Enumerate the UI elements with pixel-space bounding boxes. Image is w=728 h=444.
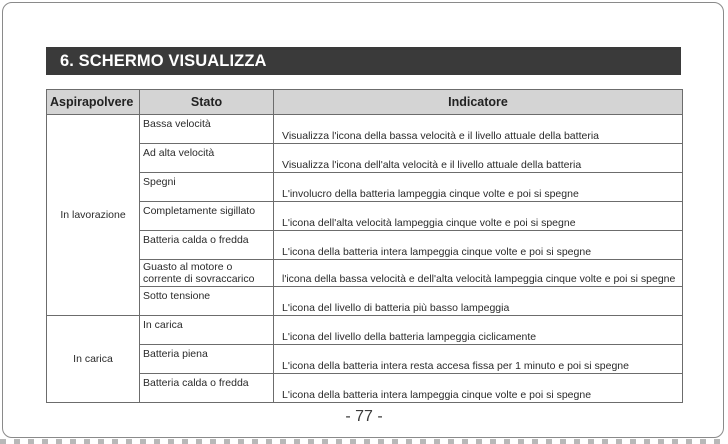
state-cell: Completamente sigillato <box>140 202 274 231</box>
group-label-charging: In carica <box>47 316 140 403</box>
scan-edge-divider <box>0 439 728 444</box>
state-cell: Spegni <box>140 173 274 202</box>
section-title: 6. SCHERMO VISUALIZZA <box>46 47 681 75</box>
state-cell: Guasto al motore o corrente di sovraccarico <box>140 260 274 287</box>
state-cell: Ad alta velocità <box>140 144 274 173</box>
indicator-cell: L'icona del livello di batteria più basso lampeggia <box>274 287 683 316</box>
table-row <box>47 287 683 316</box>
indicator-cell: Visualizza l'icona dell'alta velocità e il livello attuale della batteria <box>274 144 683 173</box>
table-row <box>47 144 683 173</box>
indicator-cell: l'icona della bassa velocità e dell'alta velocità lampeggia cinque volte e poi si spegne <box>274 260 683 287</box>
table-row <box>47 260 683 287</box>
indicator-cell: L'icona dell'alta velocità lampeggia cinque volte e poi si spegne <box>274 202 683 231</box>
table-row <box>47 202 683 231</box>
table-row <box>47 173 683 202</box>
state-cell: Bassa velocità <box>140 115 274 144</box>
table-row <box>47 316 683 345</box>
group-label-working: In lavorazione <box>47 115 140 316</box>
indicator-cell: L'icona della batteria intera resta accesa fissa per 1 minuto e poi si spegne <box>274 345 683 374</box>
state-cell: Batteria calda o fredda <box>140 231 274 260</box>
state-cell: Sotto tensione <box>140 287 274 316</box>
table-row <box>47 115 683 144</box>
state-cell: Batteria piena <box>140 345 274 374</box>
table-header-row <box>47 90 683 115</box>
indicator-cell: L'icona della batteria intera lampeggia cinque volte e poi si spegne <box>274 374 683 403</box>
status-table <box>46 89 683 403</box>
header-aspirapolvere: Aspirapolvere <box>47 90 140 115</box>
table-row <box>47 374 683 403</box>
indicator-cell: Visualizza l'icona della bassa velocità e il livello attuale della batteria <box>274 115 683 144</box>
state-cell: Batteria calda o fredda <box>140 374 274 403</box>
table-row <box>47 345 683 374</box>
indicator-cell: L'icona della batteria intera lampeggia cinque volte e poi si spegne <box>274 231 683 260</box>
table-row <box>47 231 683 260</box>
header-indicatore: Indicatore <box>274 90 683 115</box>
indicator-cell: L'involucro della batteria lampeggia cinque volte e poi si spegne <box>274 173 683 202</box>
indicator-cell: L'icona del livello della batteria lampeggia ciclicamente <box>274 316 683 345</box>
header-stato: Stato <box>140 90 274 115</box>
state-cell: In carica <box>140 316 274 345</box>
page-number: - 77 - <box>345 408 383 425</box>
